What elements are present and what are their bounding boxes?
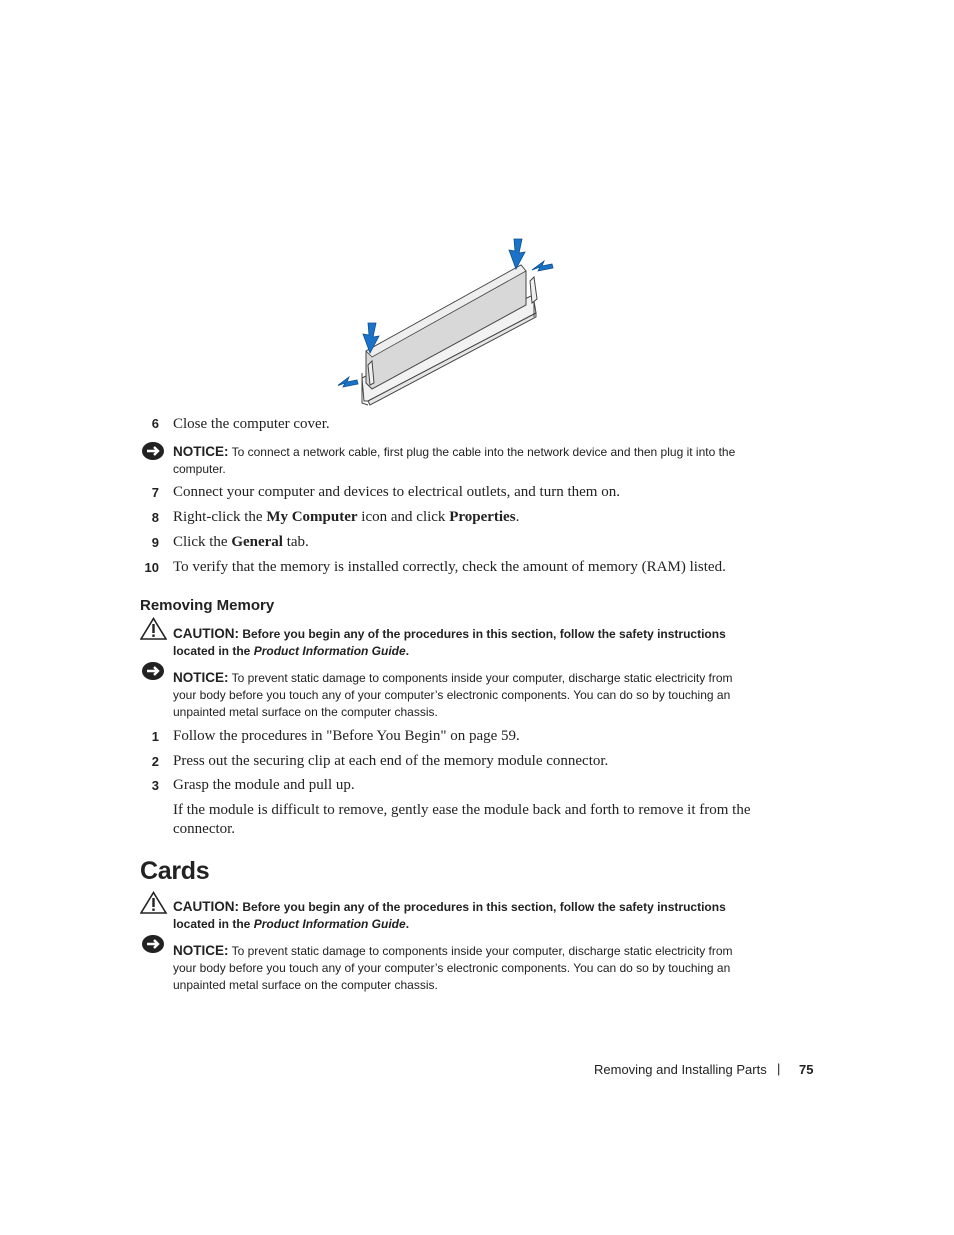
caution-icon — [140, 617, 167, 645]
step-text: Follow the procedures in "Before You Begin" on page 59. — [173, 728, 520, 744]
notice-icon — [141, 934, 165, 959]
step-number: 9 — [151, 535, 159, 550]
caution-label: CAUTION: — [173, 899, 239, 914]
step-text: Click the General tab. — [173, 534, 309, 550]
step-text: Connect your computer and devices to electrical outlets, and turn them on. — [173, 484, 620, 500]
memory-module-icon — [338, 233, 562, 411]
step-text: To verify that the memory is installed correctly, check the amount of memory (RAM) listed. — [173, 559, 726, 575]
page-section-title: Cards — [140, 857, 210, 885]
notice-text: To prevent static damage to components inside your computer, discharge static electricity from your body before you touch any of your computer’s electronic components. You can do so by touching an unpainted metal surface on the computer chassis. — [173, 671, 733, 719]
notice-text: To connect a network cable, first plug the cable into the network device and then plug it into the computer. — [173, 445, 736, 476]
notice-text: To prevent static damage to components inside your computer, discharge static electricity from your body before you touch any of your computer’s electronic components. You can do so by touching an unpainted metal surface on the computer chassis. — [173, 944, 733, 992]
caution-label: CAUTION: — [173, 626, 239, 641]
footer-section-name: Removing and Installing Parts — [594, 1062, 767, 1077]
step-number: 2 — [151, 754, 159, 769]
caution-block: CAUTION: Before you begin any of the procedures in this section, follow the safety instructions located in the Product Information Guide. — [173, 899, 726, 931]
step-text: Press out the securing clip at each end of the memory module connector. — [173, 753, 609, 769]
notice-icon — [141, 661, 165, 686]
notice-label: NOTICE: — [173, 943, 229, 958]
notice-label: NOTICE: — [173, 444, 229, 459]
memory-module-illustration — [338, 233, 562, 411]
notice-label: NOTICE: — [173, 670, 229, 685]
step-number: 6 — [151, 416, 159, 431]
notice-block — [173, 443, 758, 478]
caution-block: CAUTION: Before you begin any of the procedures in this section, follow the safety instructions located in the Product Information Guide. — [173, 626, 726, 658]
step-number: 3 — [151, 778, 159, 793]
step-text: Grasp the module and pull up. — [173, 777, 355, 793]
notice-block — [173, 942, 758, 994]
step-number: 1 — [151, 729, 159, 744]
step-number: 10 — [144, 560, 159, 575]
step-text: Close the computer cover. — [173, 416, 330, 432]
section-heading: Removing Memory — [140, 597, 275, 614]
step-text: Right-click the My Computer icon and click Properties. — [173, 509, 520, 525]
footer-separator: | — [777, 1061, 781, 1076]
notice-block — [173, 669, 758, 721]
page-number: 75 — [799, 1062, 814, 1077]
notice-icon — [141, 441, 165, 466]
caution-icon — [140, 891, 167, 919]
step-number: 7 — [151, 485, 159, 500]
step-number: 8 — [151, 510, 159, 525]
step-detail: If the module is difficult to remove, gently ease the module back and forth to remove it from the connector. — [173, 802, 751, 837]
